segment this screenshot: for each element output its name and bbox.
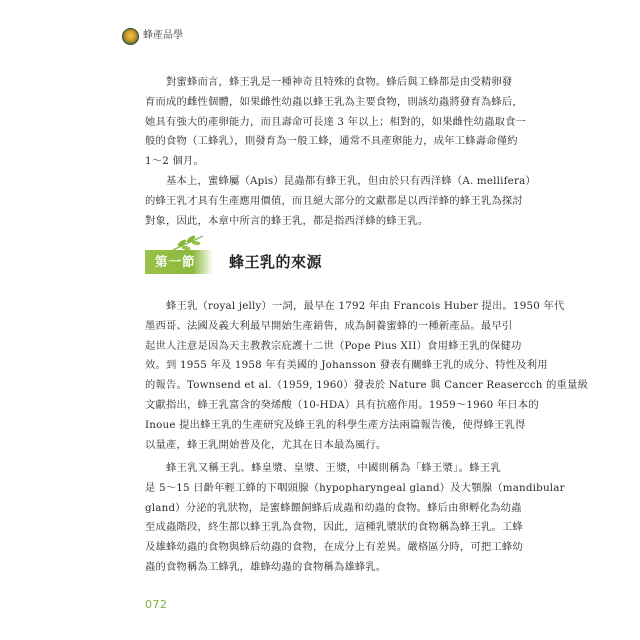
text-line: 效。到 1955 年及 1958 年有美國的 Johansson 發表有關蜂王乳的成分、特性及利用: [145, 359, 548, 372]
text-line: 至成蟲階段，終生都以蜂王乳為食物，因此，這種乳漿狀的食物稱為蜂王乳。工蜂: [145, 521, 523, 534]
running-header-title: 蜂產品學: [143, 30, 183, 41]
text-line: 蟲的食物稱為工蜂乳，雄蜂幼蟲的食物稱為雄蜂乳。: [145, 560, 387, 573]
text-line: 蜂王乳（royal jelly）一詞，最早在 1792 年由 Francois Huber 提出。1950 年代: [166, 300, 565, 312]
body-paragraph-4: [145, 459, 565, 578]
text-line: 及雄蜂幼蟲的食物與蜂后幼蟲的食物，在成分上有差異。嚴格區分時，可把工蜂幼: [145, 541, 523, 554]
text-line: Inoue 提出蜂王乳的生產研究及蜂王乳的科學生產方法兩篇報告後，使得蜂王乳得: [145, 418, 526, 431]
text-line: 1～2 個月。: [145, 155, 204, 168]
text-line: 對蜜蜂而言，蜂王乳是一種神奇且特殊的食物。蜂后與工蜂都是由受精卵發: [166, 76, 513, 88]
section-title: 蜂王乳的來源: [229, 253, 323, 271]
text-line: 以量產，蜂王乳開始普及化，尤其在日本最為風行。: [145, 438, 387, 451]
text-line: 基本上，蜜蜂屬（Apis）昆蟲都有蜂王乳，但由於只有西洋蜂（A. mellifera）: [166, 175, 536, 187]
text-line: gland）分泌的乳狀物，是蜜蜂餵飼蜂后成蟲和幼蟲的食物。蜂后由卵孵化為幼蟲: [145, 501, 522, 514]
text-line: 起世人注意是因為天主教教宗庇護十二世（Pope Pius XII）食用蜂王乳的保健功: [145, 339, 522, 352]
section-heading: [145, 242, 505, 278]
text-line: 對象，因此，本章中所言的蜂王乳，都是指西洋蜂的蜂王乳。: [145, 214, 429, 227]
book-logo-icon: [122, 28, 139, 45]
text-line: 育而成的雌性個體，如果雌性幼蟲以蜂王乳為主要食物，則該幼蟲將發育為蜂后，: [145, 95, 523, 108]
section-number-badge: 第一節: [145, 250, 213, 274]
text-line: 墨西哥、法國及義大利最早開始生產銷售，成為飼養蜜蜂的一種新產品。最早引: [145, 319, 513, 332]
text-line: 是 5～15 日齡年輕工蜂的下咽頭腺（hypopharyngeal gland）及大顎腺（mandibular: [145, 481, 565, 494]
text-line: 的報告。Townsend et al.（1959, 1960）發表於 Nature 與 Cancer Reasercch 的重量級: [145, 379, 589, 392]
intro-paragraph-1: [145, 73, 527, 172]
text-line: 蜂王乳又稱王乳、蜂皇漿、皇漿、王漿，中國則稱為「蜂王漿」。蜂王乳: [166, 462, 501, 474]
text-line: 她具有強大的產卵能力，而且壽命可長達 3 年以上；相對的，如果雌性幼蟲取食一: [145, 115, 527, 128]
intro-paragraph-2: [145, 172, 536, 231]
text-line: 般的食物（工蜂乳），則發育為一般工蜂，通常不具產卵能力，成年工蜂壽命僅約: [145, 135, 518, 148]
body-paragraph-3: [145, 297, 589, 455]
text-line: 的蜂王乳才具有生產應用價值，而且絕大部分的文獻都是以西洋蜂的蜂王乳為探討: [145, 194, 523, 207]
page-number: 072: [145, 598, 168, 611]
text-line: 文獻指出，蜂王乳富含的癸烯酸（10-HDA）具有抗癌作用。1959～1960 年日本的: [145, 398, 539, 411]
